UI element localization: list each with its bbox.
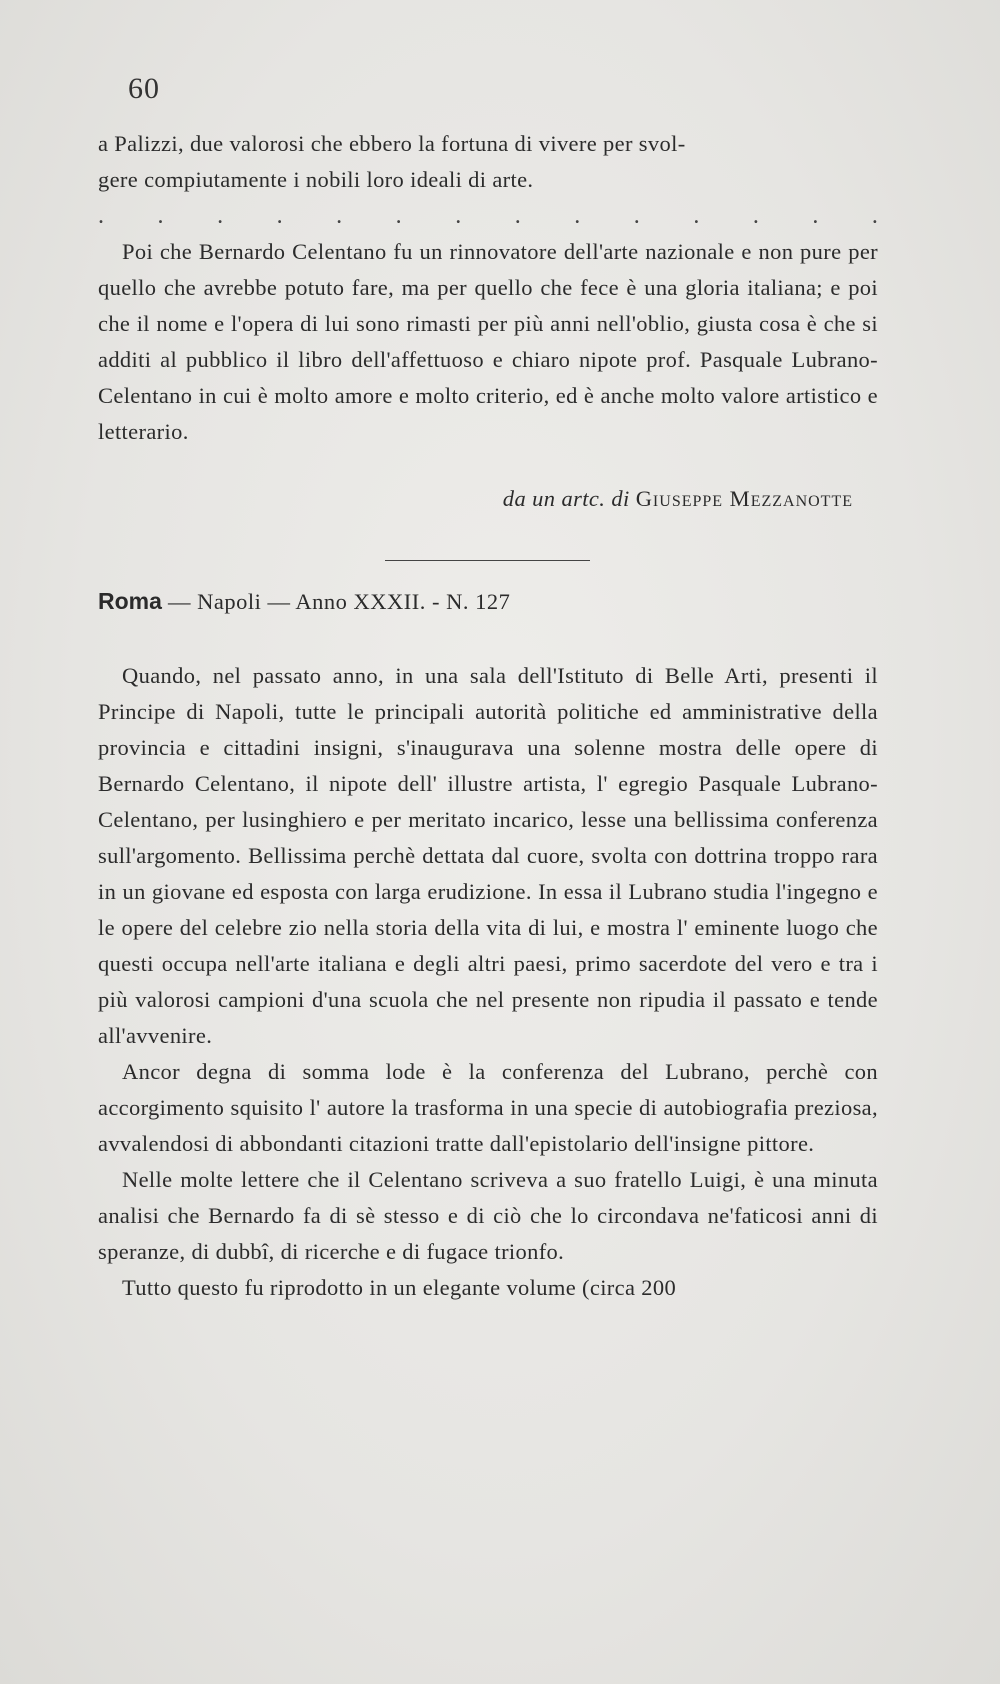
- separator-dot: .: [752, 203, 759, 229]
- separator-dot: .: [336, 203, 343, 229]
- article-attribution: [98, 486, 853, 512]
- second-article: [98, 658, 878, 1306]
- separator-dot: .: [871, 203, 878, 229]
- article-paragraph: Nelle molte lettere che il Celentano scriveva a suo fratello Luigi, è una minuta analisi che Bernardo fa di sè stesso e di ciò che lo circondava ne'faticosi anni di speranze, di dubbî, di ricerche e di fugace trionfo.: [98, 1167, 878, 1264]
- opening-line: a Palizzi, due valorosi che ebbero la fortuna di vivere per svol-: [98, 131, 686, 156]
- article-paragraph: Poi che Bernardo Celentano fu un rinnovatore dell'arte nazionale e non pure per quello che avrebbe potuto fare, ma per quello che fece è una gloria italiana; e poi che il nome e l'opera di lui sono rimasti per più anni nell'oblio, giusta cosa è che si additi al pubblico il libro dell'affettuoso e chiaro nipote prof. Pasquale Lubrano-Celentano in cui è molto amore e molto criterio, ed è anche molto valore artistico e letterario.: [98, 239, 878, 444]
- separator-dot: .: [633, 203, 640, 229]
- separator-dot: .: [514, 203, 521, 229]
- separator-dot: .: [455, 203, 462, 229]
- separator-dot: .: [276, 203, 283, 229]
- separator-dot: .: [98, 203, 104, 229]
- article-paragraph: Ancor degna di somma lode è la conferenza del Lubrano, perchè con accorgimento squisito l' autore la trasforma in una specie di autobiografia preziosa, avvalendosi di abbondanti citazioni tratte dall'epistolario dell'insigne pittore.: [98, 1059, 878, 1156]
- source-heading: [98, 588, 878, 615]
- separator-dot: .: [574, 203, 581, 229]
- first-article: [98, 234, 878, 450]
- attribution-prefix: da un artc. di: [502, 486, 630, 511]
- separator-dot: .: [157, 203, 164, 229]
- section-divider: [385, 560, 590, 561]
- article-paragraph: Quando, nel passato anno, in una sala dell'Istituto di Belle Arti, presenti il Principe di Napoli, tutte le principali autorità politiche ed amministrative della provincia e cittadini insigni, s'inaugurava una solenne mostra delle opere di Bernardo Celentano, il nipote dell' illustre artista, l' egregio Pasquale Lubrano-Celentano, per lusinghiero e per meritato incarico, lesse una bellissima conferenza sull'argomento. Bellissima perchè dettata dal cuore, svolta con dottrina troppo rara in un giovane ed esposta con larga erudizione. In essa il Lubrano studia l'ingegno e le opere del celebre zio nella storia della vita di lui, e mostra l' eminente luogo che questi occupa nell'arte italiana e degli altri paesi, primo sacerdote del vero e tra i più valorosi campioni d'una scuola che nel presente non ripudia il passato e tende all'avvenire.: [98, 663, 878, 1048]
- opening-text: [98, 126, 878, 198]
- separator-dot: .: [395, 203, 402, 229]
- opening-line: gere compiutamente i nobili loro ideali di arte.: [98, 167, 534, 192]
- separator-dot: .: [693, 203, 700, 229]
- article-paragraph: Tutto questo fu riprodotto in un elegante volume (circa 200: [122, 1275, 677, 1300]
- page-number: 60: [128, 72, 160, 105]
- attribution-author: Giuseppe Mezzanotte: [635, 486, 853, 511]
- source-details: — Napoli — Anno XXXII. - N. 127: [161, 589, 511, 614]
- newspaper-name: Roma: [98, 588, 162, 614]
- ellipsis-separator: [98, 204, 878, 228]
- separator-dot: .: [812, 203, 819, 229]
- separator-dot: .: [217, 203, 224, 229]
